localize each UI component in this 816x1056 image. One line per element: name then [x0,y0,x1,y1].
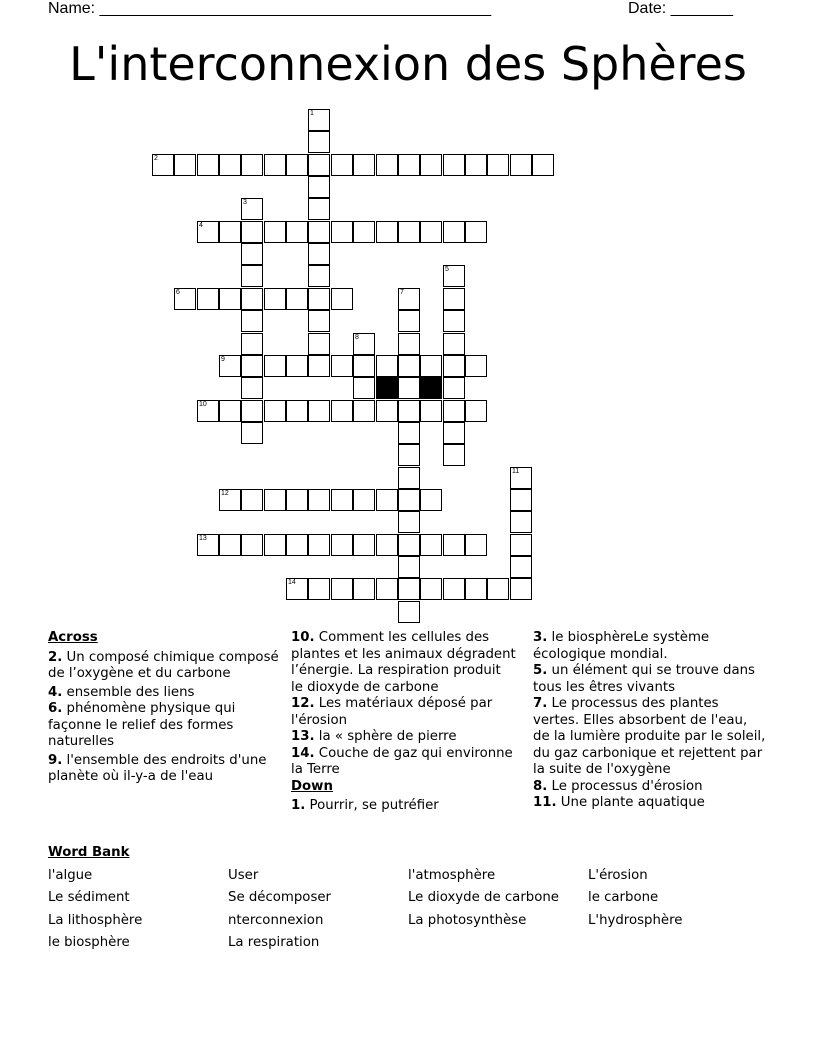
grid-cell[interactable] [465,534,487,556]
grid-cell[interactable] [331,400,353,422]
clue-text: l'ensemble des endroits d'une planète où il-y-a de l'eau [48,752,267,784]
grid-cell[interactable] [219,489,241,511]
grid-cell-number: 3 [243,199,247,206]
grid-cell-number: 11 [512,468,520,475]
grid-cell-number: 6 [176,289,180,296]
grid-cell[interactable] [465,221,487,243]
grid-cell[interactable] [241,333,263,355]
grid-cell[interactable] [308,198,330,220]
grid-cell[interactable] [420,154,442,176]
grid-cell[interactable] [331,578,353,600]
clue-number: 6. [48,701,63,716]
grid-cell[interactable] [510,534,532,556]
grid-cell[interactable] [376,154,398,176]
grid-cell[interactable] [308,578,330,600]
grid-cell[interactable] [353,489,375,511]
grid-cell[interactable] [398,355,420,377]
grid-cell[interactable] [308,400,330,422]
word-bank-item: Le dioxyde de carbone [408,890,559,905]
clue-across-10 [291,630,516,696]
grid-cell[interactable] [286,355,308,377]
grid-cell[interactable] [398,444,420,466]
grid-cell[interactable] [398,422,420,444]
clue-text: Pourrir, se putréfier [309,798,439,813]
clue-text: Une plante aquatique [560,795,705,810]
grid-cell[interactable] [241,489,263,511]
clue-across-2 [48,650,288,683]
grid-cell[interactable] [510,556,532,578]
word-bank-title: Word Bank [48,845,130,860]
grid-cell[interactable] [286,154,308,176]
clue-number: 5. [533,663,548,678]
grid-cell[interactable] [308,154,330,176]
clue-text: phénomène physique qui façonne le relief des formes naturelles [48,701,236,749]
grid-cell[interactable] [420,400,442,422]
grid-cell[interactable] [420,355,442,377]
grid-cell[interactable] [398,578,420,600]
across-heading: Across [48,630,98,645]
clue-across-13 [291,729,516,746]
grid-cell[interactable] [308,243,330,265]
clue-down-8 [533,779,768,796]
grid-cell[interactable] [308,489,330,511]
grid-cell[interactable] [286,489,308,511]
grid-cell[interactable] [398,556,420,578]
clues-column-2 [291,630,516,815]
grid-cell[interactable] [241,265,263,287]
clue-down-1 [291,798,516,815]
grid-cell[interactable] [443,377,465,399]
grid-cell[interactable] [398,377,420,399]
grid-cell[interactable] [376,534,398,556]
clue-text: Le processus des plantes vertes. Elles absorbent de l'eau, de la lumière produite par le soleil, du gaz carbonique et rejettent par la suite de l'oxygène [533,696,766,777]
grid-cell[interactable] [443,444,465,466]
clue-text: ensemble des liens [66,684,195,700]
name-field-label[interactable]: Name: ____________________________________________ [48,0,492,17]
clue-across-4 [48,685,288,702]
grid-cell[interactable] [510,467,532,489]
grid-cell[interactable] [443,422,465,444]
grid-cell[interactable] [443,333,465,355]
grid-cell[interactable] [443,355,465,377]
grid-cell[interactable] [264,355,286,377]
clue-down-11 [533,795,768,812]
grid-cell[interactable] [152,154,174,176]
grid-cell[interactable] [308,131,330,153]
grid-cell[interactable] [398,288,420,310]
grid-cell[interactable] [308,534,330,556]
grid-cell[interactable] [398,534,420,556]
grid-cell[interactable] [308,333,330,355]
grid-cell[interactable] [532,154,554,176]
clue-text: Le processus d'érosion [551,778,703,794]
grid-cell[interactable] [264,154,286,176]
grid-cell[interactable] [241,377,263,399]
grid-cell[interactable] [197,400,219,422]
down-heading: Down [291,778,333,794]
grid-cell[interactable] [353,333,375,355]
grid-cell[interactable] [353,534,375,556]
grid-cell[interactable] [443,534,465,556]
grid-cell[interactable] [241,221,263,243]
word-bank-item: L'hydrosphère [588,913,683,928]
grid-cell[interactable] [353,221,375,243]
grid-cell[interactable] [241,288,263,310]
clue-text: Les matériaux déposé par l'érosion [291,696,493,728]
grid-cell[interactable] [331,489,353,511]
clue-number: 14. [291,745,315,761]
clue-text: un élément qui se trouve dans tous les êtres vivants [533,663,755,695]
grid-cell-number: 14 [288,579,296,586]
grid-cell[interactable] [219,534,241,556]
clue-number: 4. [48,684,63,700]
clue-text: Couche de gaz qui environne la Terre [291,745,513,777]
grid-cell[interactable] [286,288,308,310]
grid-cell[interactable] [443,288,465,310]
grid-cell[interactable] [398,154,420,176]
clue-across-9 [48,753,288,786]
word-bank-item: l'atmosphère [408,868,496,883]
grid-cell[interactable] [398,467,420,489]
clue-across-6 [48,701,288,751]
word-bank-item: Le sédiment [48,890,130,905]
grid-cell[interactable] [308,176,330,198]
grid-cell[interactable] [308,288,330,310]
grid-cell[interactable] [376,221,398,243]
grid-cell[interactable] [465,355,487,377]
grid-cell[interactable] [398,221,420,243]
grid-cell-number: 10 [199,401,207,408]
clue-across-12 [291,696,516,729]
grid-cell[interactable] [420,489,442,511]
grid-cell[interactable] [241,534,263,556]
grid-cell-number: 4 [199,222,203,229]
grid-cell[interactable] [331,534,353,556]
grid-cell[interactable] [510,511,532,533]
grid-cell[interactable] [443,265,465,287]
grid-cell[interactable] [443,578,465,600]
grid-cell[interactable] [264,221,286,243]
grid-cell[interactable] [264,288,286,310]
clue-number: 3. [533,630,548,645]
grid-cell[interactable] [308,109,330,131]
clue-text: Un composé chimique composé de l’oxygène et du carbone [48,649,279,681]
grid-cell[interactable] [398,333,420,355]
clues-column-3 [533,630,768,812]
clue-number: 7. [533,696,548,711]
grid-cell[interactable] [376,489,398,511]
clue-number: 12. [291,696,315,711]
word-bank-item: L'érosion [588,868,648,883]
grid-cell[interactable] [219,355,241,377]
grid-cell[interactable] [398,310,420,332]
clue-across-14 [291,746,516,779]
word-bank-item: l'algue [48,868,93,883]
grid-cell[interactable] [308,265,330,287]
grid-cell[interactable] [510,578,532,600]
grid-cell[interactable] [308,310,330,332]
grid-cell[interactable] [197,221,219,243]
grid-cell[interactable] [398,489,420,511]
grid-cell[interactable] [174,288,196,310]
grid-cell[interactable] [487,154,509,176]
date-field-label[interactable]: Date: _______ [628,0,733,17]
grid-cell[interactable] [398,400,420,422]
grid-cell[interactable] [286,578,308,600]
grid-cell[interactable] [286,221,308,243]
grid-cell[interactable] [331,355,353,377]
grid-cell[interactable] [353,154,375,176]
grid-cell-number: 12 [221,490,229,497]
clue-text: la « sphère de pierre [318,729,457,744]
header-line [48,0,748,20]
grid-cell[interactable] [510,489,532,511]
word-bank-item: le carbone [588,890,659,905]
grid-cell[interactable] [465,400,487,422]
grid-cell-number: 9 [221,356,225,363]
grid-cell[interactable] [443,400,465,422]
page-title: L'interconnexion des Sphères [69,37,747,91]
grid-cell[interactable] [420,534,442,556]
grid-cell[interactable] [420,578,442,600]
clue-number: 1. [291,798,306,813]
grid-cell[interactable] [353,355,375,377]
grid-cell[interactable] [398,511,420,533]
word-bank-item: nterconnexion [228,913,324,928]
clue-number: 2. [48,649,63,665]
grid-cell[interactable] [376,578,398,600]
word-bank-item: Se décomposer [228,890,332,905]
word-bank-item: La respiration [228,935,320,950]
grid-cell[interactable] [353,377,375,399]
word-bank-item: La photosynthèse [408,913,527,928]
grid-cell[interactable] [264,534,286,556]
grid-block [376,377,398,399]
grid-cell[interactable] [219,221,241,243]
grid-cell[interactable] [308,355,330,377]
clue-number: 13. [291,729,315,744]
grid-cell[interactable] [241,422,263,444]
clues-column-1 [48,630,288,786]
grid-cell-number: 2 [154,155,158,162]
grid-cell-number: 5 [445,266,449,273]
grid-cell[interactable] [465,154,487,176]
grid-cell[interactable] [465,578,487,600]
clue-down-3 [533,630,768,663]
clue-text: Comment les cellules des plantes et les animaux dégradent l’énergie. La respiration produit le dioxyde de carbone [291,630,516,695]
grid-cell[interactable] [241,243,263,265]
word-bank-item: User [228,868,259,883]
grid-cell-number: 13 [199,535,207,542]
grid-cell[interactable] [376,355,398,377]
grid-cell[interactable] [241,310,263,332]
grid-cell[interactable] [487,578,509,600]
clue-text: le biosphèreLe système écologique mondial. [533,630,710,662]
grid-cell[interactable] [510,154,532,176]
grid-cell[interactable] [219,154,241,176]
grid-cell[interactable] [286,534,308,556]
grid-cell[interactable] [219,288,241,310]
clue-number: 9. [48,752,63,768]
clue-down-7 [533,696,768,779]
grid-block [420,377,442,399]
grid-cell-number: 8 [355,334,359,341]
grid-cell[interactable] [241,154,263,176]
word-bank-item: La lithosphère [48,913,143,928]
clue-number: 10. [291,630,315,645]
grid-cell[interactable] [353,578,375,600]
grid-cell[interactable] [241,355,263,377]
grid-cell[interactable] [241,198,263,220]
grid-cell[interactable] [286,400,308,422]
grid-cell-number: 7 [400,289,404,296]
clue-down-5 [533,663,768,696]
grid-cell[interactable] [331,288,353,310]
clue-number: 11. [533,795,557,810]
grid-cell[interactable] [443,154,465,176]
grid-cell[interactable] [174,154,196,176]
grid-cell[interactable] [420,221,442,243]
grid-cell[interactable] [308,221,330,243]
grid-cell[interactable] [398,601,420,623]
grid-cell[interactable] [443,310,465,332]
grid-cell[interactable] [264,489,286,511]
grid-cell[interactable] [331,154,353,176]
grid-cell[interactable] [264,400,286,422]
clue-number: 8. [533,778,548,794]
grid-cell[interactable] [197,154,219,176]
grid-cell[interactable] [219,400,241,422]
grid-cell[interactable] [241,400,263,422]
grid-cell[interactable] [197,288,219,310]
word-bank-item: le biosphère [48,935,130,950]
grid-cell-number: 1 [310,110,314,117]
grid-cell[interactable] [376,400,398,422]
grid-cell[interactable] [197,534,219,556]
grid-cell[interactable] [353,400,375,422]
grid-cell[interactable] [443,221,465,243]
grid-cell[interactable] [331,221,353,243]
